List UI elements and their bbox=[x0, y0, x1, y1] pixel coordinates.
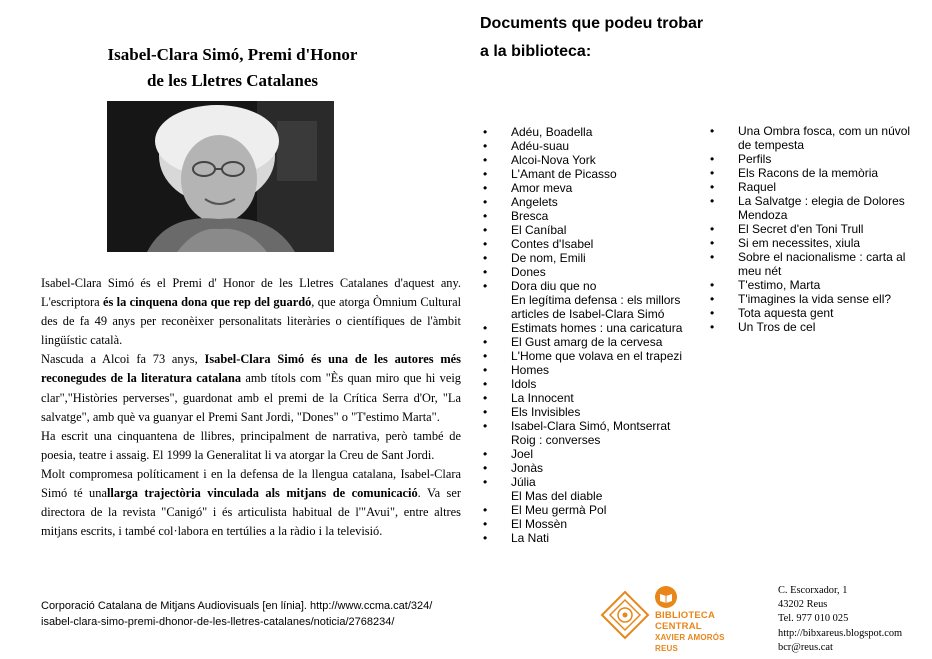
bullet-icon: • bbox=[710, 320, 715, 334]
citation-line1: Corporació Catalana de Mitjans Audiovisuals [en línia]. http://www.ccma.cat/324/ bbox=[41, 600, 433, 612]
document-title: Jonàs bbox=[511, 461, 544, 475]
document-title: Adéu-suau bbox=[511, 139, 570, 153]
contact-city: 43202 Reus bbox=[778, 599, 828, 611]
document-list-item bbox=[483, 517, 711, 531]
bullet-icon: • bbox=[483, 447, 488, 461]
document-title: El Mossèn bbox=[511, 517, 568, 531]
document-title: Amor meva bbox=[511, 181, 573, 195]
bullet-icon: • bbox=[710, 278, 715, 292]
document-list-item bbox=[483, 195, 711, 209]
library-name-line3: REUS bbox=[655, 644, 679, 653]
bullet-icon: • bbox=[483, 503, 488, 517]
document-list-item bbox=[483, 349, 711, 363]
article-title-line2: de les Lletres Catalanes bbox=[146, 71, 319, 90]
document-list-item bbox=[483, 321, 711, 335]
document-list-item bbox=[483, 419, 711, 447]
bullet-icon: • bbox=[710, 292, 715, 306]
document-title: T'imagines la vida sense ell? bbox=[738, 292, 892, 306]
article-paragraph bbox=[41, 427, 461, 465]
document-title: El Meu germà Pol bbox=[511, 503, 607, 517]
documents-heading-line1: Documents que podeu trobar bbox=[480, 15, 704, 32]
bullet-icon: • bbox=[483, 461, 488, 475]
document-list-item bbox=[483, 405, 711, 419]
bullet-icon: • bbox=[483, 125, 488, 139]
document-title: Mendoza bbox=[738, 208, 788, 222]
document-list-item bbox=[483, 447, 711, 461]
bullet-icon: • bbox=[710, 166, 715, 180]
document-title: Júlia bbox=[511, 475, 536, 489]
paragraph-text: amb títols com "Ès quan miro que hi veig clar","Històries perverses", guardonat amb el premi de la Crítica Serra d'Or, "La salvatge", amb què va guanyar el Premi Sant Jordi, "Dones" o "T'estimo Marta". bbox=[41, 371, 461, 424]
bullet-icon: • bbox=[483, 195, 488, 209]
library-contact-info bbox=[778, 584, 928, 655]
contact-address: C. Escorxador, 1 bbox=[778, 585, 848, 596]
document-list-item bbox=[483, 223, 711, 237]
document-title: Un Tros de cel bbox=[738, 320, 816, 334]
bullet-icon: • bbox=[483, 321, 488, 335]
document-title: Contes d'Isabel bbox=[511, 237, 594, 251]
article-paragraph bbox=[41, 465, 461, 541]
bullet-icon: • bbox=[710, 250, 715, 264]
document-list-item bbox=[483, 391, 711, 405]
contact-blog-link[interactable]: http://bibxareus.blogspot.com bbox=[778, 627, 903, 639]
document-list-item bbox=[511, 489, 711, 503]
bullet-icon: • bbox=[483, 335, 488, 349]
document-list-item bbox=[483, 167, 711, 181]
bullet-icon: • bbox=[710, 180, 715, 194]
document-title: Raquel bbox=[738, 180, 777, 194]
bullet-icon: • bbox=[710, 222, 715, 236]
document-list-item bbox=[483, 251, 711, 265]
document-title: Una Ombra fosca, com un núvol bbox=[738, 124, 911, 138]
document-title: meu nét bbox=[738, 264, 782, 278]
bullet-icon: • bbox=[710, 124, 715, 138]
bullet-icon: • bbox=[483, 363, 488, 377]
library-name-line1: BIBLIOTECA CENTRAL bbox=[655, 610, 715, 632]
document-title: El Caníbal bbox=[511, 223, 567, 237]
document-title: Perfils bbox=[738, 152, 772, 166]
bullet-icon: • bbox=[483, 377, 488, 391]
document-title: Sobre el nacionalisme : carta al bbox=[738, 250, 906, 264]
document-list-item bbox=[710, 236, 923, 250]
bullet-icon: • bbox=[483, 265, 488, 279]
document-list-item bbox=[710, 250, 923, 278]
document-title: Si em necessites, xiula bbox=[738, 236, 861, 250]
source-citation bbox=[41, 598, 461, 630]
article-title bbox=[60, 42, 405, 94]
paragraph-text: Isabel-Clara Simó és el Premi d' Honor de les Lletres Catalanes d'aquest any. L'escriptora bbox=[41, 276, 461, 310]
contact-phone: Tel. 977 010 025 bbox=[778, 613, 849, 625]
bullet-icon: • bbox=[483, 153, 488, 167]
contact-email-link[interactable]: bcr@reus.cat bbox=[778, 641, 833, 653]
paragraph-text: Ha escrit una cinquantena de llibres, principalment de narrativa, però també de poesia, teatre i assaig. El 1999 la Generalitat li va atorgar la Creu de Sant Jordi. bbox=[41, 428, 461, 462]
document-title: L'Home que volava en el trapezi bbox=[511, 349, 683, 363]
document-list-item bbox=[710, 222, 923, 236]
document-list-item bbox=[483, 125, 711, 139]
library-name bbox=[655, 610, 760, 654]
document-list-item bbox=[483, 363, 711, 377]
bullet-icon: • bbox=[483, 475, 488, 489]
bullet-icon: • bbox=[483, 251, 488, 265]
document-title: La Nati bbox=[511, 531, 550, 545]
bullet-icon: • bbox=[483, 391, 488, 405]
bullet-icon: • bbox=[710, 152, 715, 166]
document-title: De nom, Emili bbox=[511, 251, 586, 265]
bullet-icon: • bbox=[483, 405, 488, 419]
document-title: Adéu, Boadella bbox=[511, 125, 593, 139]
document-list-item bbox=[710, 180, 923, 194]
bullet-icon: • bbox=[483, 531, 488, 545]
document-title: Isabel-Clara Simó, Montserrat bbox=[511, 419, 671, 433]
author-portrait-photo bbox=[107, 101, 334, 252]
citation-line2: isabel-clara-simo-premi-dhonor-de-les-lletres-catalanes/noticia/2768234/ bbox=[41, 616, 395, 628]
document-title: Dora diu que no bbox=[511, 279, 597, 293]
bullet-icon: • bbox=[483, 223, 488, 237]
document-list-item bbox=[483, 139, 711, 153]
documents-list-column-1 bbox=[483, 125, 711, 545]
bullet-icon: • bbox=[483, 181, 488, 195]
document-list-item bbox=[483, 209, 711, 223]
document-list-item bbox=[710, 292, 923, 306]
document-list-item bbox=[710, 166, 923, 180]
document-list-item bbox=[511, 293, 711, 321]
document-list-item bbox=[483, 181, 711, 195]
document-title: El Gust amarg de la cervesa bbox=[511, 335, 663, 349]
document-list-item bbox=[483, 153, 711, 167]
document-title: Joel bbox=[511, 447, 534, 461]
document-title: Els Racons de la memòria bbox=[738, 166, 879, 180]
document-title: Alcoi-Nova York bbox=[511, 153, 596, 167]
bullet-icon: • bbox=[483, 209, 488, 223]
documents-heading-line2: a la biblioteca: bbox=[480, 43, 592, 60]
document-list-item bbox=[483, 461, 711, 475]
document-title: articles de Isabel-Clara Simó bbox=[511, 307, 665, 321]
book-icon bbox=[655, 586, 677, 608]
document-list-item bbox=[483, 503, 711, 517]
article-paragraph bbox=[41, 274, 461, 350]
document-list-item bbox=[710, 152, 923, 166]
document-title: Angelets bbox=[511, 195, 558, 209]
document-list-item bbox=[483, 475, 711, 489]
bullet-icon: • bbox=[710, 236, 715, 250]
document-title: Els Invisibles bbox=[511, 405, 581, 419]
document-list-item bbox=[710, 320, 923, 334]
document-title: T'estimo, Marta bbox=[738, 278, 821, 292]
documents-heading bbox=[480, 10, 740, 66]
bullet-icon: • bbox=[710, 194, 715, 208]
paragraph-text: Nascuda a Alcoi fa 73 anys, bbox=[41, 352, 205, 367]
document-title: La Innocent bbox=[511, 391, 574, 405]
article-paragraph bbox=[41, 350, 461, 426]
document-list-item bbox=[710, 194, 923, 222]
document-title: Idols bbox=[511, 377, 537, 391]
document-title: En legítima defensa : els millors bbox=[511, 293, 681, 307]
bullet-icon: • bbox=[483, 349, 488, 363]
document-list-item bbox=[483, 377, 711, 391]
article-title-line1: Isabel-Clara Simó, Premi d'Honor bbox=[107, 45, 358, 64]
document-title: L'Amant de Picasso bbox=[511, 167, 617, 181]
document-list-item bbox=[710, 278, 923, 292]
document-list-item bbox=[483, 265, 711, 279]
document-title: Roig : converses bbox=[511, 433, 601, 447]
document-list-item bbox=[483, 279, 711, 293]
paragraph-text: Molt compromesa políticament i en la defensa de la llengua catalana, Isabel-Clara Simó té una bbox=[41, 466, 461, 501]
document-title: Tota aquesta gent bbox=[738, 306, 834, 320]
paragraph-text: , que atorga Òmnium Cultural des de fa 49 anys per reconèixer personalitats literàries o científiques de l'àmbit lingüístic català. bbox=[41, 295, 462, 348]
bullet-icon: • bbox=[483, 167, 488, 181]
document-list-item bbox=[483, 531, 711, 545]
bullet-icon: • bbox=[710, 306, 715, 320]
article-body bbox=[41, 274, 461, 541]
library-name-line2: XAVIER AMORÓS bbox=[655, 633, 725, 642]
document-title: Estimats homes : una caricatura bbox=[511, 321, 683, 335]
bullet-icon: • bbox=[483, 279, 488, 293]
bullet-icon: • bbox=[483, 517, 488, 531]
document-list-item bbox=[710, 124, 923, 152]
bullet-icon: • bbox=[483, 237, 488, 251]
document-list-item bbox=[710, 306, 923, 320]
bullet-icon: • bbox=[483, 419, 488, 433]
document-title: Bresca bbox=[511, 209, 549, 223]
document-title: El Secret d'en Toni Trull bbox=[738, 222, 864, 236]
paragraph-bold-text: és la cinquena dona que rep del guardó bbox=[102, 295, 312, 310]
document-title: Dones bbox=[511, 265, 546, 279]
library-logo bbox=[600, 586, 760, 653]
document-title: Homes bbox=[511, 363, 550, 377]
paragraph-bold-text: llarga trajectòria vinculada als mitjans de comunicació bbox=[106, 486, 418, 501]
document-title: El Mas del diable bbox=[511, 489, 603, 503]
paragraph-bold-text: Isabel-Clara Simó és una de les autores més reconegudes de la literatura catalana bbox=[41, 352, 462, 386]
paragraph-text: . Va ser directora de la revista "Canigó" i és articulista habitual de l'"Avui", entre altres mitjans escrits, i també col·labora en tertúlies a la ràdio i la televisió. bbox=[41, 486, 461, 539]
documents-list-column-2 bbox=[710, 124, 923, 334]
library-emblem-icon bbox=[600, 590, 650, 640]
document-list-item bbox=[483, 237, 711, 251]
document-title: de tempesta bbox=[738, 138, 805, 152]
bullet-icon: • bbox=[483, 139, 488, 153]
document-title: La Salvatge : elegia de Dolores bbox=[738, 194, 905, 208]
document-list-item bbox=[483, 335, 711, 349]
